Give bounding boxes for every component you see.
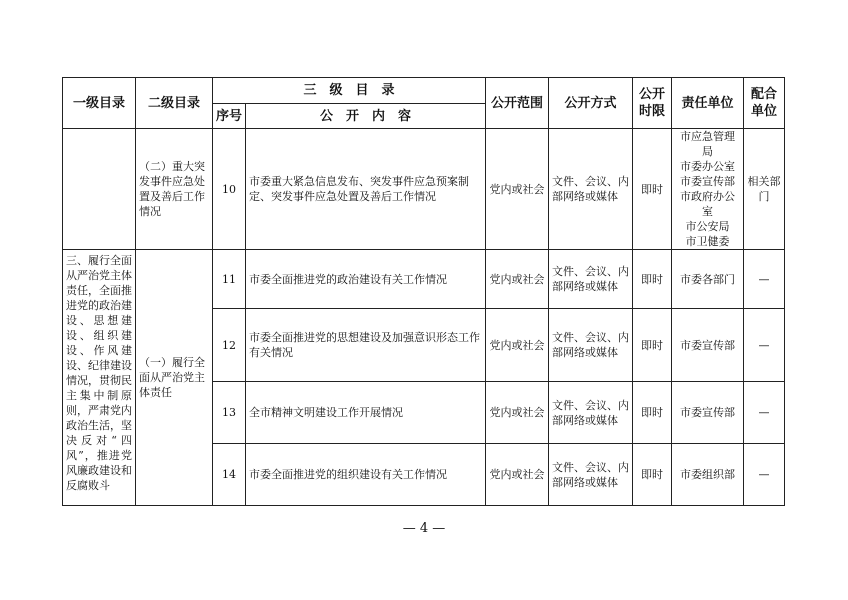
responsible-unit: 市政府办公室 xyxy=(680,190,736,218)
method-cell: 文件、会议、内部网络或媒体 xyxy=(549,250,633,309)
page-number: — 4 — xyxy=(402,521,446,536)
scope-cell: 党内或社会 xyxy=(486,129,549,250)
content-cell: 全市精神文明建设工作开展情况 xyxy=(246,382,486,444)
header-level3: 三 级 目 录 xyxy=(213,78,486,104)
cooperating-cell: — xyxy=(744,250,785,309)
responsible-cell xyxy=(672,129,744,250)
level1-text: 三、履行全面从严治党主体责任，全面推进党的政治建设、思想建设、组织建设、作风建设、纪律建设情况，贯彻民主集中制原则，严肃党内政治生活，坚决反对“四风”，推进党风廉政建设和反腐败斗 xyxy=(66,254,132,492)
responsible-unit: 市公安局 xyxy=(685,220,730,233)
time-limit-cell: 即时 xyxy=(633,129,672,250)
scope-cell: 党内或社会 xyxy=(486,444,549,506)
cooperating-cell: — xyxy=(744,382,785,444)
method-cell: 文件、会议、内部网络或媒体 xyxy=(549,309,633,382)
seq-cell: 10 xyxy=(213,129,246,250)
header-scope: 公开范围 xyxy=(486,78,549,129)
responsible-unit: 市委办公室 xyxy=(680,160,736,173)
responsible-unit: 市应急管理局 xyxy=(680,130,736,158)
responsible-cell: 市委组织部 xyxy=(672,444,744,506)
table-row xyxy=(63,250,785,309)
cooperating-cell: — xyxy=(744,444,785,506)
responsible-cell: 市委宣传部 xyxy=(672,382,744,444)
method-cell: 文件、会议、内部网络或媒体 xyxy=(549,382,633,444)
header-responsible: 责任单位 xyxy=(672,78,744,129)
header-content: 公 开 内 容 xyxy=(246,104,486,129)
level1-cell xyxy=(63,250,136,506)
header-method: 公开方式 xyxy=(549,78,633,129)
time-limit-cell: 即时 xyxy=(633,382,672,444)
time-limit-cell: 即时 xyxy=(633,250,672,309)
responsible-unit: 市卫健委 xyxy=(685,235,730,248)
table-row xyxy=(63,129,785,250)
seq-cell: 14 xyxy=(213,444,246,506)
header-level1: 一级目录 xyxy=(63,78,136,129)
responsible-cell: 市委宣传部 xyxy=(672,309,744,382)
level2-cell: （一）履行全面从严治党主体责任 xyxy=(136,250,213,506)
scope-cell: 党内或社会 xyxy=(486,250,549,309)
content-cell: 市委全面推进党的政治建设有关工作情况 xyxy=(246,250,486,309)
level2-cell: （二）重大突发事件应急处置及善后工作情况 xyxy=(136,129,213,250)
header-seq: 序号 xyxy=(213,104,246,129)
seq-cell: 11 xyxy=(213,250,246,309)
scope-cell: 党内或社会 xyxy=(486,309,549,382)
header-level2: 二级目录 xyxy=(136,78,213,129)
content-cell: 市委重大紧急信息发布、突发事件应急预案制定、突发事件应急处置及善后工作情况 xyxy=(246,129,486,250)
level1-cell-empty xyxy=(63,129,136,250)
responsible-cell: 市委各部门 xyxy=(672,250,744,309)
cooperating-cell: 相关部门 xyxy=(744,129,785,250)
time-limit-cell: 即时 xyxy=(633,444,672,506)
method-cell: 文件、会议、内部网络或媒体 xyxy=(549,129,633,250)
content-cell: 市委全面推进党的组织建设有关工作情况 xyxy=(246,444,486,506)
seq-cell: 13 xyxy=(213,382,246,444)
disclosure-catalog-table xyxy=(62,77,785,506)
seq-cell: 12 xyxy=(213,309,246,382)
method-cell: 文件、会议、内部网络或媒体 xyxy=(549,444,633,506)
content-cell: 市委全面推进党的思想建设及加强意识形态工作有关情况 xyxy=(246,309,486,382)
header-time-limit: 公开时限 xyxy=(633,78,672,129)
time-limit-cell: 即时 xyxy=(633,309,672,382)
header-cooperating: 配合单位 xyxy=(744,78,785,129)
scope-cell: 党内或社会 xyxy=(486,382,549,444)
responsible-unit: 市委宣传部 xyxy=(680,175,736,188)
cooperating-cell: — xyxy=(744,309,785,382)
